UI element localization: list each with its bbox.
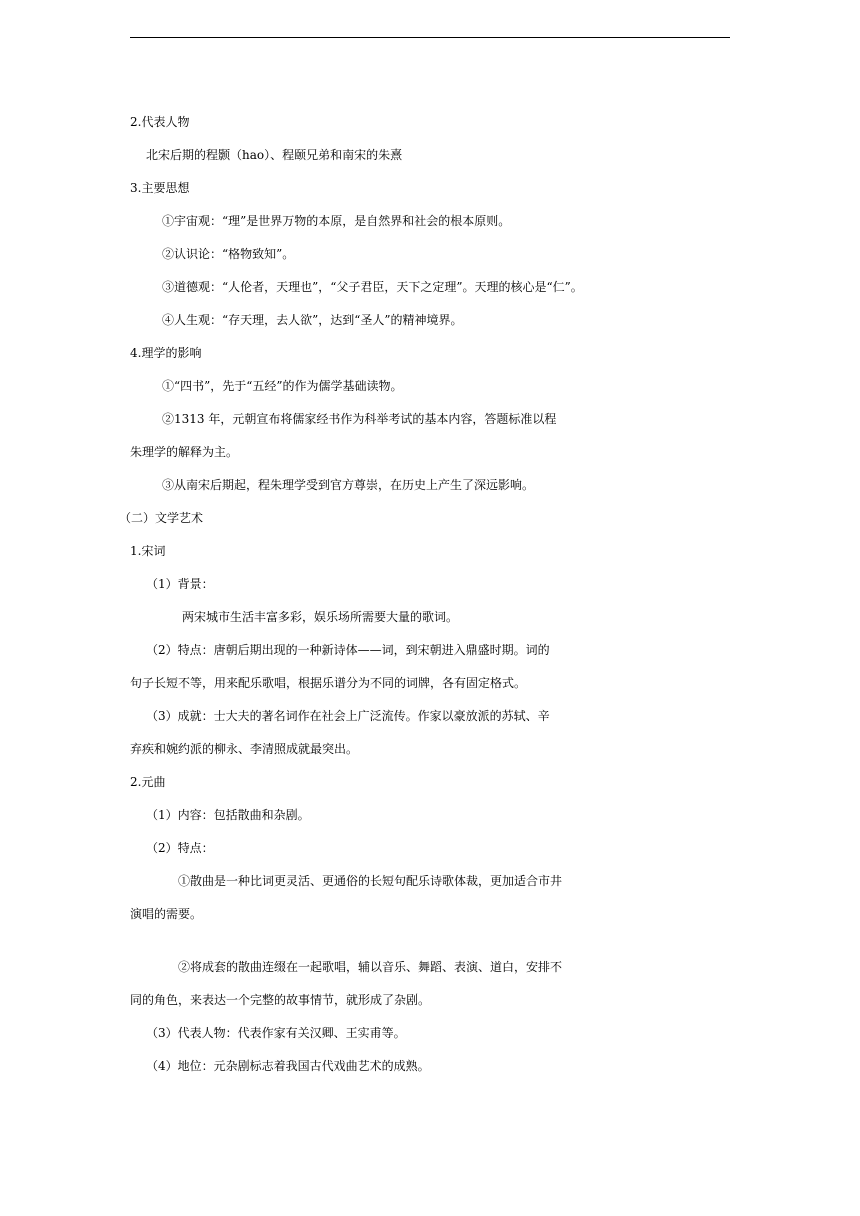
section-heading-literature: （二）文学艺术 [119,511,204,525]
list-item-zaju-cont: 同的角色，来表达一个完整的故事情节，就形成了杂剧。 [130,993,431,1007]
list-item-southern-song: ③从南宋后期起，程朱理学受到官方尊崇，在历史上产生了深远影响。 [162,478,535,492]
paragraph-qu-content: （1）内容：包括散曲和杂剧。 [146,808,310,822]
list-item-1313-cont: 朱理学的解释为主。 [130,445,239,459]
list-item-four-books: ①“四书”，先于“五经”的作为儒学基础读物。 [162,379,403,393]
heading-main-ideas: 3.主要思想 [130,181,190,195]
heading-yuan-qu: 2.元曲 [130,775,166,789]
heading-representatives: 2.代表人物 [130,115,190,129]
list-item-epistemology: ②认识论：“格物致知”。 [162,247,295,261]
subheading-qu-features: （2）特点： [146,841,214,855]
paragraph-background: 两宋城市生活丰富多彩，娱乐场所需要大量的歌词。 [182,610,459,624]
paragraph-ci-features-cont: 句子长短不等，用来配乐歌唱，根据乐谱分为不同的词牌，各有固定格式。 [130,676,527,690]
subheading-background: （1）背景： [146,577,214,591]
list-item-cosmology: ①宇宙观：“理”是世界万物的本原，是自然界和社会的根本原则。 [162,214,511,228]
list-item-sanqu-cont: 演唱的需要。 [130,907,203,921]
list-item-outlook: ④人生观：“存天理，去人欲”，达到“圣人”的精神境界。 [162,313,463,327]
list-item-zaju: ②将成套的散曲连缀在一起歌唱，辅以音乐、舞蹈、表演、道白，安排不 [178,960,563,974]
paragraph-ci-achievements: （3）成就：士大夫的著名词作在社会上广泛流传。作家以豪放派的苏轼、辛 [146,709,550,723]
heading-song-ci: 1.宋词 [130,544,166,558]
paragraph-qu-representatives: （3）代表人物：代表作家有关汉卿、王实甫等。 [146,1026,406,1040]
heading-influence: 4.理学的影响 [130,346,202,360]
paragraph-ci-features: （2）特点：唐朝后期出现的一种新诗体——词，到宋朝进入鼎盛时期。词的 [146,643,550,657]
paragraph-representatives: 北宋后期的程颢（hao）、程颐兄弟和南宋的朱熹 [146,148,403,162]
paragraph-qu-status: （4）地位：元杂剧标志着我国古代戏曲艺术的成熟。 [146,1059,430,1073]
header-rule [130,37,730,38]
list-item-sanqu: ①散曲是一种比词更灵活、更通俗的长短句配乐诗歌体裁，更加适合市井 [178,874,563,888]
paragraph-ci-achievements-cont: 弃疾和婉约派的柳永、李清照成就最突出。 [130,742,359,756]
list-item-ethics: ③道德观：“人伦者，天理也”，“父子君臣，天下之定理”。天理的核心是“仁”。 [162,280,583,294]
list-item-1313: ②1313 年，元朝宣布将儒家经书作为科举考试的基本内容，答题标准以程 [162,412,557,426]
